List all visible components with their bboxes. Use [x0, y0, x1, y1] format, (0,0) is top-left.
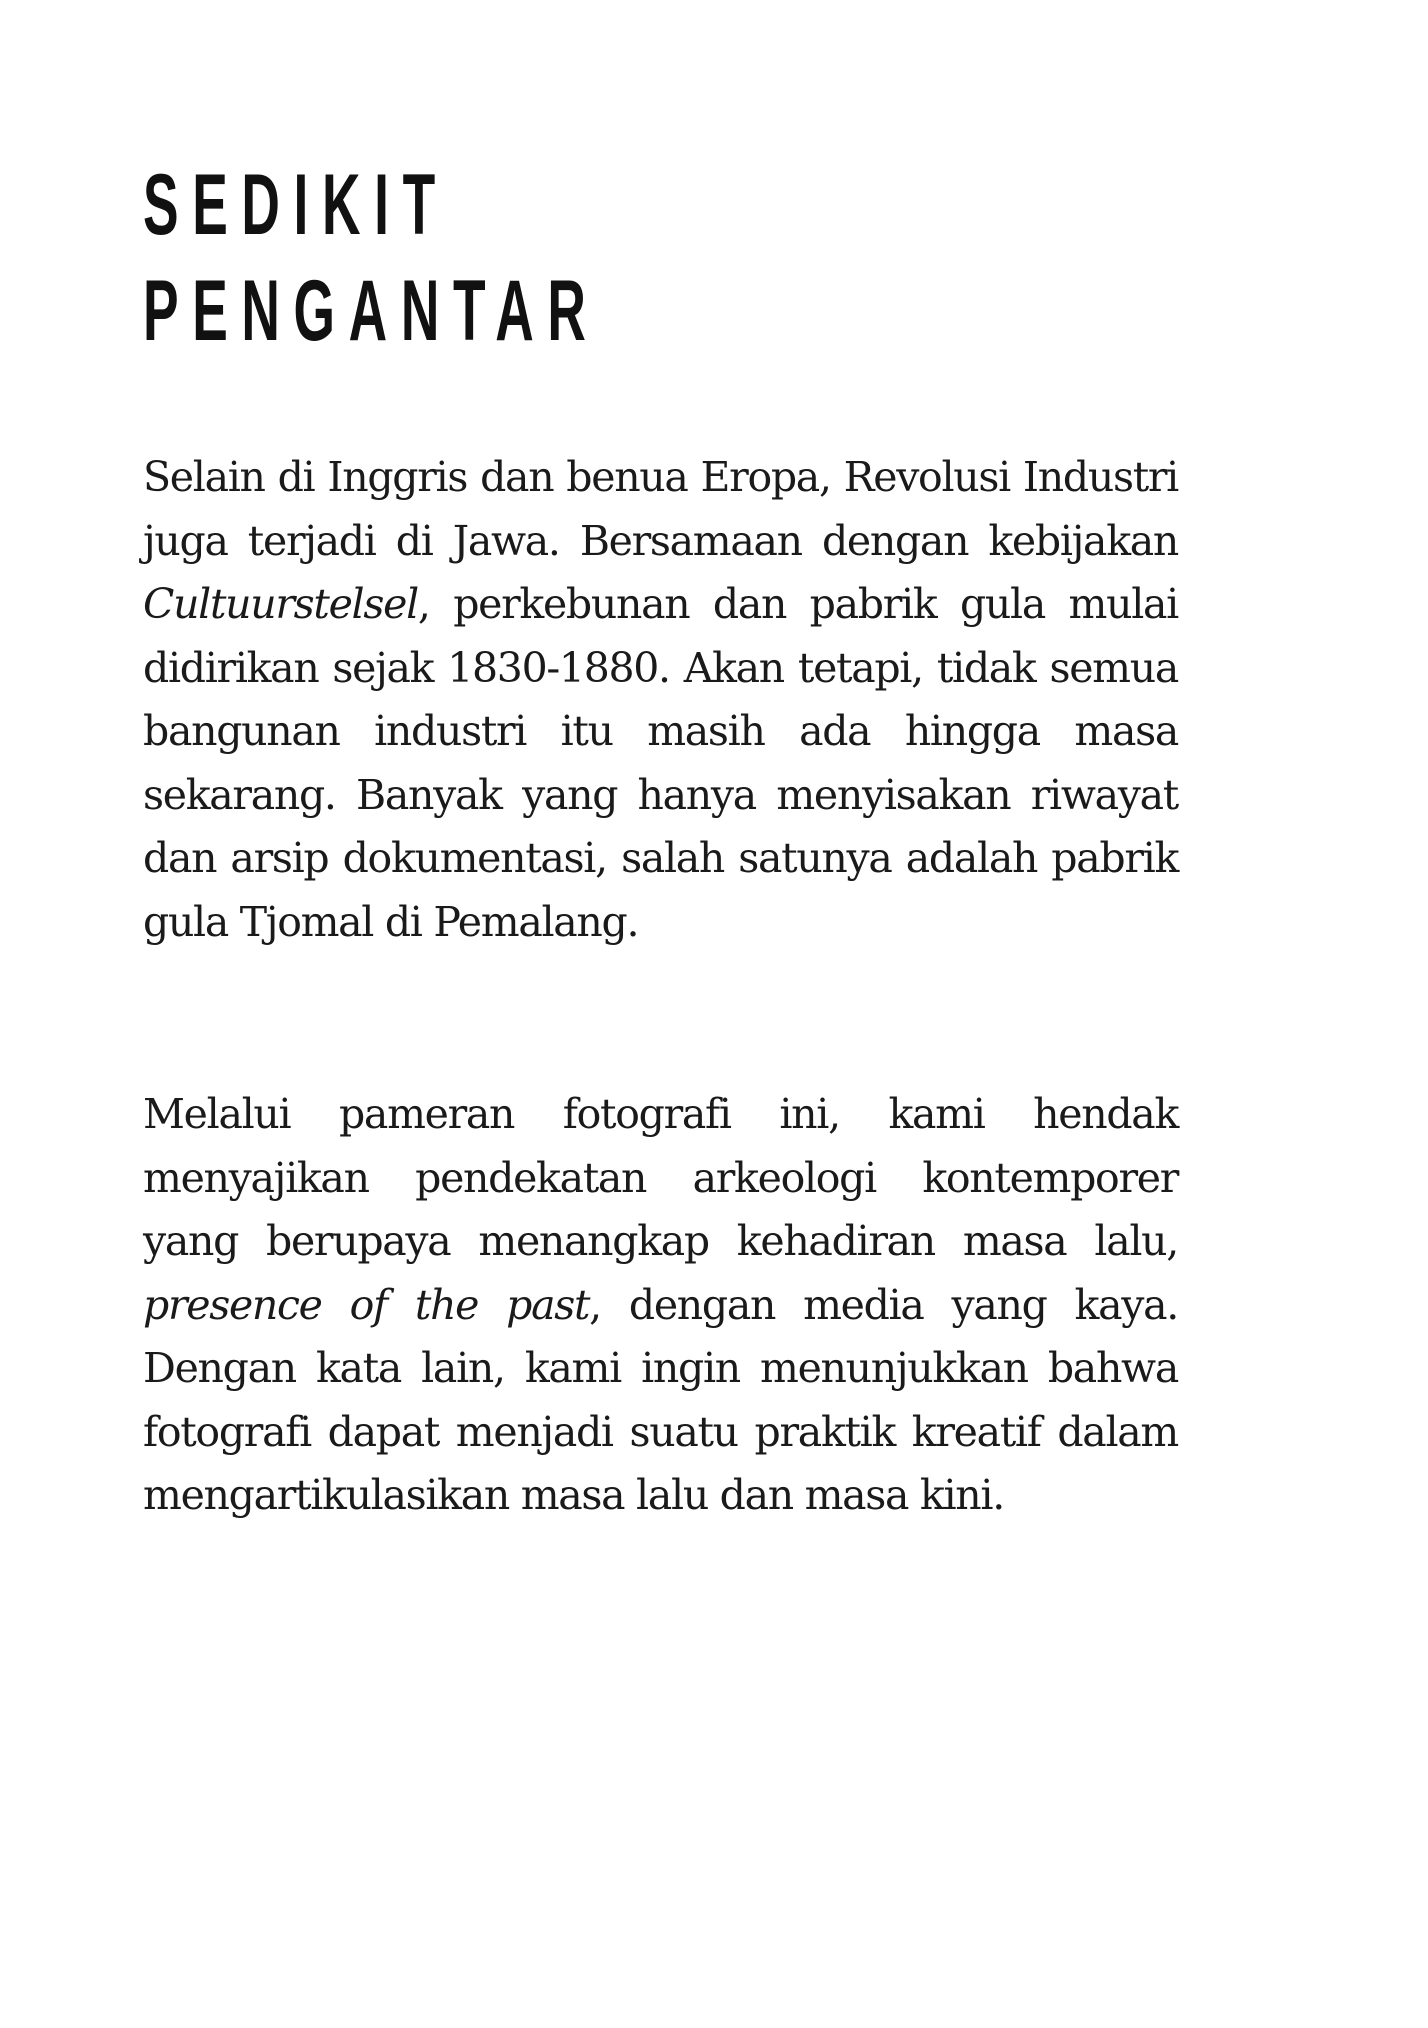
paragraph-2-text-a: Melalui pameran fotografi ini, kami hendak menyajikan pendekatan arkeologi kontemporer yang berupaya menangkap kehadiran masa lalu, — [143, 1090, 1178, 1265]
title-line-1: SEDIKIT — [143, 157, 449, 253]
intro-paragraph-1 — [143, 446, 1178, 954]
title-line-2: PENGANTAR — [143, 263, 600, 359]
paragraph-1-italic-term: Cultuurstelsel — [143, 580, 418, 628]
paragraph-2-text-b: , dengan media yang kaya. Dengan kata lain, kami ingin menunjukkan bahwa fotografi dapat menjadi suatu praktik kreatif dalam mengartikulasikan masa lalu dan masa kini. — [143, 1280, 1178, 1519]
paragraph-2-italic-term: presence of the past — [143, 1280, 590, 1329]
paragraph-1-text-b: , perkebunan dan pabrik gula mulai didirikan sejak 1830-1880. Akan tetapi, tidak semua bangunan industri itu masih ada hingga masa sekarang. Banyak yang hanya menyisakan riwayat dan arsip dokumentasi, salah satunya adalah pabrik gula Tjomal di Pemalang. — [143, 580, 1178, 946]
intro-paragraph-2 — [143, 1083, 1178, 1528]
paragraph-1-text-a: Selain di Inggris dan benua Eropa, Revolusi Industri juga terjadi di Jawa. Bersamaan dengan kebijakan — [143, 453, 1178, 565]
page-title — [143, 152, 600, 364]
